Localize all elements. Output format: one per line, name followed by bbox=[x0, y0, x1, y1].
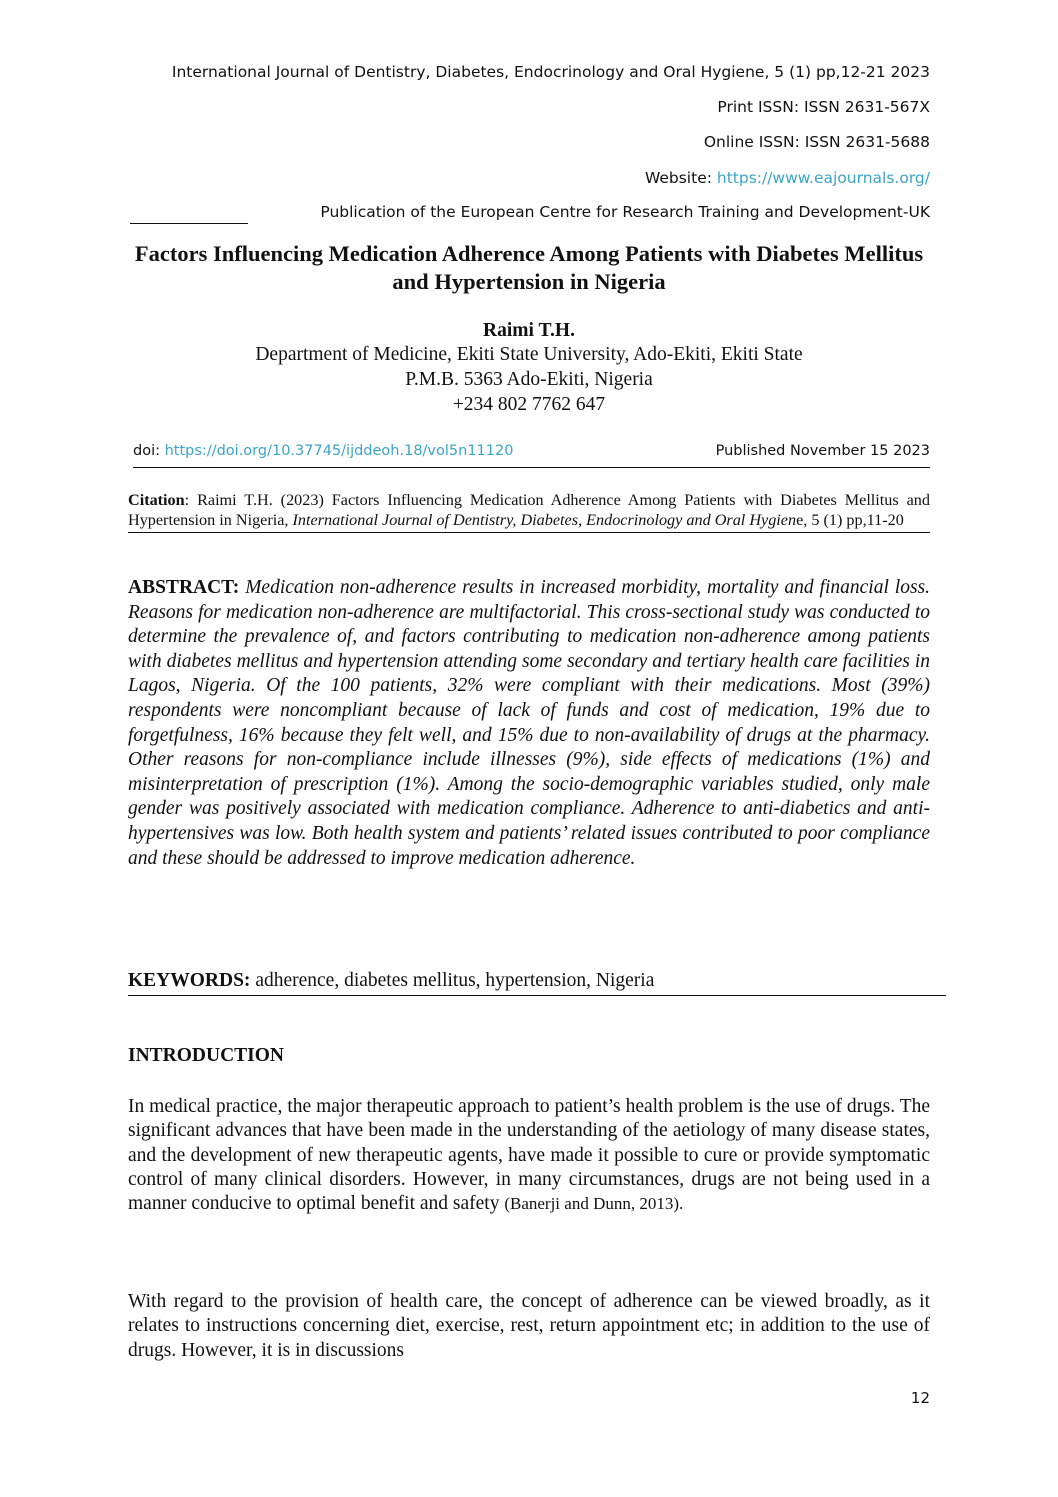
doi-link[interactable]: https://doi.org/10.37745/ijddeoh.18/vol5n11120 bbox=[164, 443, 514, 459]
online-issn: Online ISSN: ISSN 2631-5688 bbox=[703, 133, 930, 151]
intro-paragraph-1 bbox=[128, 1095, 930, 1216]
abstract-label: ABSTRACT: bbox=[128, 577, 240, 598]
introduction-heading: INTRODUCTION bbox=[128, 1045, 285, 1066]
citation bbox=[128, 491, 930, 533]
keywords-text: adherence, diabetes mellitus, hypertension, Nigeria bbox=[250, 970, 655, 991]
journal-line: International Journal of Dentistry, Diabetes, Endocrinology and Oral Hygiene, 5 (1) pp,12-21 2023 bbox=[171, 63, 930, 81]
author-name: Raimi T.H. bbox=[483, 320, 575, 341]
intro-paragraph-2: With regard to the provision of health care, the concept of adherence can be viewed broadly, as it relates to instructions concerning diet, exercise, rest, return appointment etc; in addition to the use of drugs. However, it is in discussions bbox=[128, 1291, 930, 1361]
page-number: 12 bbox=[910, 1389, 930, 1407]
keywords-label: KEYWORDS: bbox=[128, 970, 251, 991]
published-date: Published November 15 2023 bbox=[715, 443, 930, 459]
keywords bbox=[128, 969, 946, 996]
intro-reference: (Banerji and Dunn, 2013). bbox=[504, 1194, 684, 1214]
citation-volume: e, 5 (1) pp,11-20 bbox=[796, 510, 904, 529]
paper-title: Factors Influencing Medication Adherence Among Patients with Diabetes Mellitus and Hypertension in Nigeria bbox=[134, 241, 924, 294]
doi-row bbox=[133, 443, 930, 468]
header-divider bbox=[130, 223, 248, 224]
citation-text: : Raimi T.H. (2023) Factors Influencing Medication Adherence Among Patients with Diabetes Mellitus and Hypertension in Nigeria, bbox=[128, 491, 930, 529]
intro-paragraph-1-text: In medical practice, the major therapeutic approach to patient’s health problem is the use of drugs. The significant advances that have been made in the understanding of the aetiology of many disease states, and the development of new therapeutic agents, have made it possible to cure or provide symptomatic control of many clinical disorders. However, in many circumstances, drugs are not being used in a manner conducive to optimal benefit and safety bbox=[128, 1096, 930, 1215]
abstract bbox=[128, 576, 930, 871]
author-department: Department of Medicine, Ekiti State University, Ado-Ekiti, Ekiti State bbox=[255, 344, 803, 365]
citation-journal: International Journal of Dentistry, Diabetes, Endocrinology and Oral Hygien bbox=[292, 510, 797, 529]
print-issn: Print ISSN: ISSN 2631-567X bbox=[717, 98, 930, 116]
doi bbox=[133, 443, 513, 459]
publication-row bbox=[130, 203, 930, 225]
author-phone: +234 802 7762 647 bbox=[452, 394, 606, 415]
publication-line: Publication of the European Centre for Research Training and Development-UK bbox=[320, 203, 930, 221]
website-label: Website: bbox=[644, 169, 717, 187]
website-line bbox=[645, 169, 930, 187]
citation-label: Citation bbox=[128, 491, 185, 509]
website-link[interactable]: https://www.eajournals.org/ bbox=[716, 169, 930, 187]
doi-label: doi: bbox=[133, 443, 165, 459]
author-address: P.M.B. 5363 Ado-Ekiti, Nigeria bbox=[405, 369, 653, 390]
abstract-text: Medication non-adherence results in increased morbidity, mortality and financial loss. Reasons for medication non-adherence are multifactorial. This cross-sectional study was conducted to determine the prevalence of, and factors contributing to medication non-adherence among patients with diabetes mellitus and hypertension attending some secondary and tertiary health care facilities in Lagos, Nigeria. Of the 100 patients, 32% were compliant with their medications. Most (39%) respondents were noncompliant because of lack of funds and cost of medication, 19% due to forgetfulness, 16% because they felt well, and 15% due to non-availability of drugs at the pharmacy. Other reasons for non-compliance include illnesses (9%), side effects of medications (1%) and misinterpretation of prescription (1%). Among the socio-demographic variables studied, only male gender was positively associated with medication compliance. Adherence to anti-diabetics and anti-hypertensives was low. Both health system and patients’ related issues contributed to poor compliance and these should be addressed to improve medication adherence. bbox=[128, 577, 931, 869]
